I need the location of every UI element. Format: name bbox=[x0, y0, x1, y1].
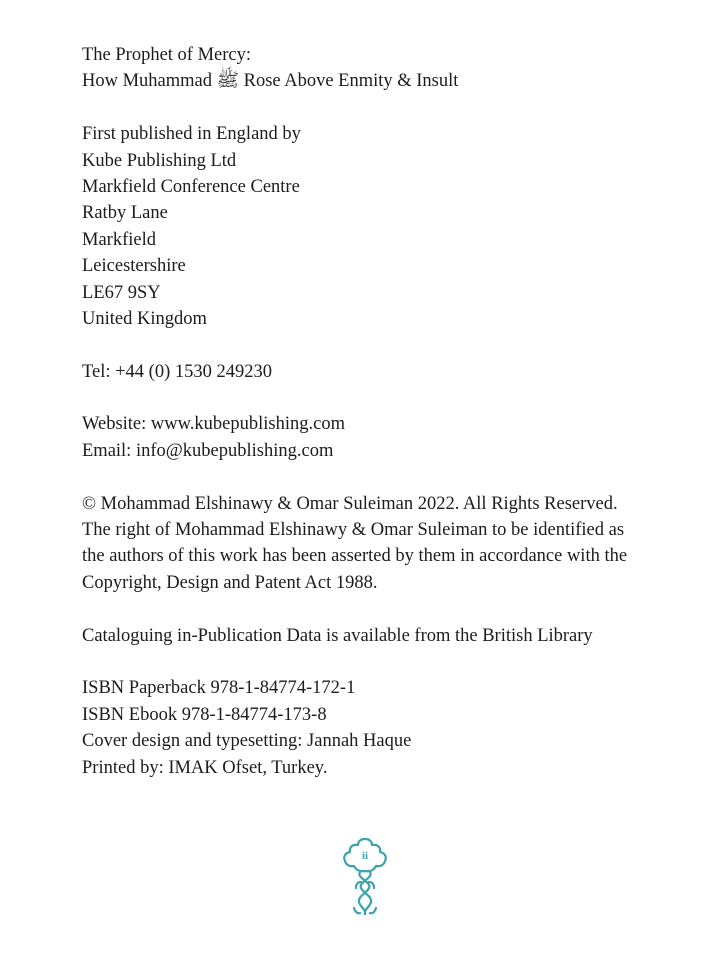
copyright-page bbox=[82, 42, 682, 781]
cataloguing-notice: Cataloguing in-Publication Data is available from the British Library bbox=[82, 625, 593, 646]
page-number: ii bbox=[361, 850, 369, 862]
publisher-address-line: Leicestershire bbox=[82, 256, 186, 277]
publisher-address-line: Markfield bbox=[82, 229, 156, 250]
isbn-paperback: ISBN Paperback 978-1-84774-172-1 bbox=[82, 678, 356, 699]
copyright-line: Copyright, Design and Patent Act 1988. bbox=[82, 572, 378, 593]
publisher-address-line: Ratby Lane bbox=[82, 203, 168, 224]
copyright-line: © Mohammad Elshinawy & Omar Suleiman 2022. All Rights Reserved. bbox=[82, 493, 618, 514]
copyright-line: the authors of this work has been asserted by them in accordance with the bbox=[82, 546, 628, 567]
isbn-ebook: ISBN Ebook 978-1-84774-173-8 bbox=[82, 704, 327, 725]
website: Website: www.kubepublishing.com bbox=[82, 414, 345, 435]
page-folio bbox=[339, 836, 391, 916]
telephone: Tel: +44 (0) 1530 249230 bbox=[82, 361, 273, 382]
publisher-address-line: LE67 9SY bbox=[82, 282, 161, 303]
publisher-intro: First published in England by bbox=[82, 124, 301, 145]
email: Email: info@kubepublishing.com bbox=[82, 440, 334, 461]
printer-credit: Printed by: IMAK Ofset, Turkey. bbox=[82, 757, 328, 778]
publisher-address-line: Markfield Conference Centre bbox=[82, 176, 300, 197]
publisher-address-line: Kube Publishing Ltd bbox=[82, 150, 237, 171]
publisher-address-line: United Kingdom bbox=[82, 308, 207, 329]
lotus-knot-ornament-icon bbox=[339, 836, 391, 916]
book-title-line-2: How Muhammad ﷺ Rose Above Enmity & Insult bbox=[82, 71, 459, 92]
copyright-line: The right of Mohammad Elshinawy & Omar Suleiman to be identified as bbox=[82, 520, 625, 541]
cover-design-credit: Cover design and typesetting: Jannah Haque bbox=[82, 731, 412, 752]
book-title-line-1: The Prophet of Mercy: bbox=[82, 45, 252, 65]
